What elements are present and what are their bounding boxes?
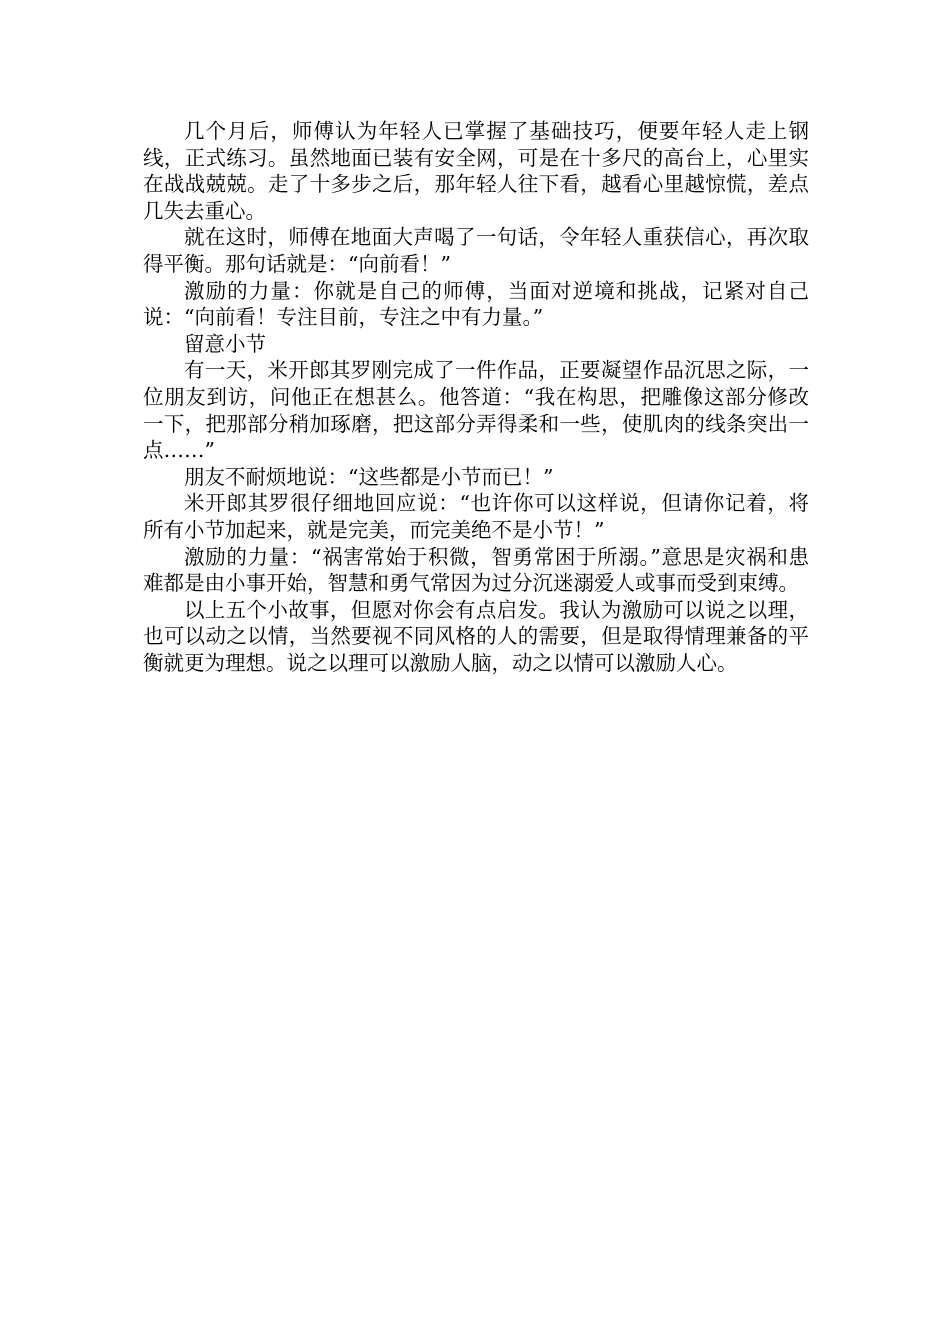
paragraph-master-advice: 几个月后，师傅认为年轻人已掌握了基础技巧，便要年轻人走上钢线，正式练习。虽然地面已装有安全网，可是在十多尺的高台上，心里实在战战兢兢。走了十多步之后，那年轻人往下看，越看心里越惊慌，差点几失去重心。 [143, 119, 809, 223]
paragraph-conclusion: 以上五个小故事，但愿对你会有点启发。我认为激励可以说之以理，也可以动之以情，当然要视不同风格的人的需要，但是取得情理兼备的平衡就更为理想。说之以理可以激励人脑，动之以情可以激励人心。 [143, 597, 809, 675]
paragraph-michelangelo-story: 有一天，米开郎其罗刚完成了一件作品，正要凝望作品沉思之际，一位朋友到访，问他正在想甚么。他答道：“我在构思，把雕像这部分修改一下，把那部分稍加琢磨，把这部分弄得柔和一些，使肌肉的线条突出一点……” [143, 358, 809, 463]
document-body [143, 118, 809, 676]
paragraph-motivation-look-forward: 激励的力量：你就是自己的师傅，当面对逆境和挑战，记紧对自己说：“向前看！专注目前，专注之中有力量。” [143, 278, 809, 330]
paragraph-friend-reply: 朋友不耐烦地说：“这些都是小节而已！” [184, 464, 554, 489]
paragraph-motivation-details: 激励的力量：“祸害常始于积微，智勇常困于所溺。”意思是灾祸和患难都是由小事开始，智慧和勇气常因为过分沉迷溺爱人或事而受到束缚。 [143, 544, 809, 596]
paragraph-look-forward: 就在这时，师傅在地面大声喝了一句话，令年轻人重获信心，再次取得平衡。那句话就是：“向前看！” [143, 225, 809, 276]
section-heading-details: 留意小节 [184, 331, 266, 356]
paragraph-michelangelo-response: 米开郎其罗很仔细地回应说：“也许你可以这样说，但请你记着，将所有小节加起来，就是完美，而完美绝不是小节！” [143, 491, 809, 542]
